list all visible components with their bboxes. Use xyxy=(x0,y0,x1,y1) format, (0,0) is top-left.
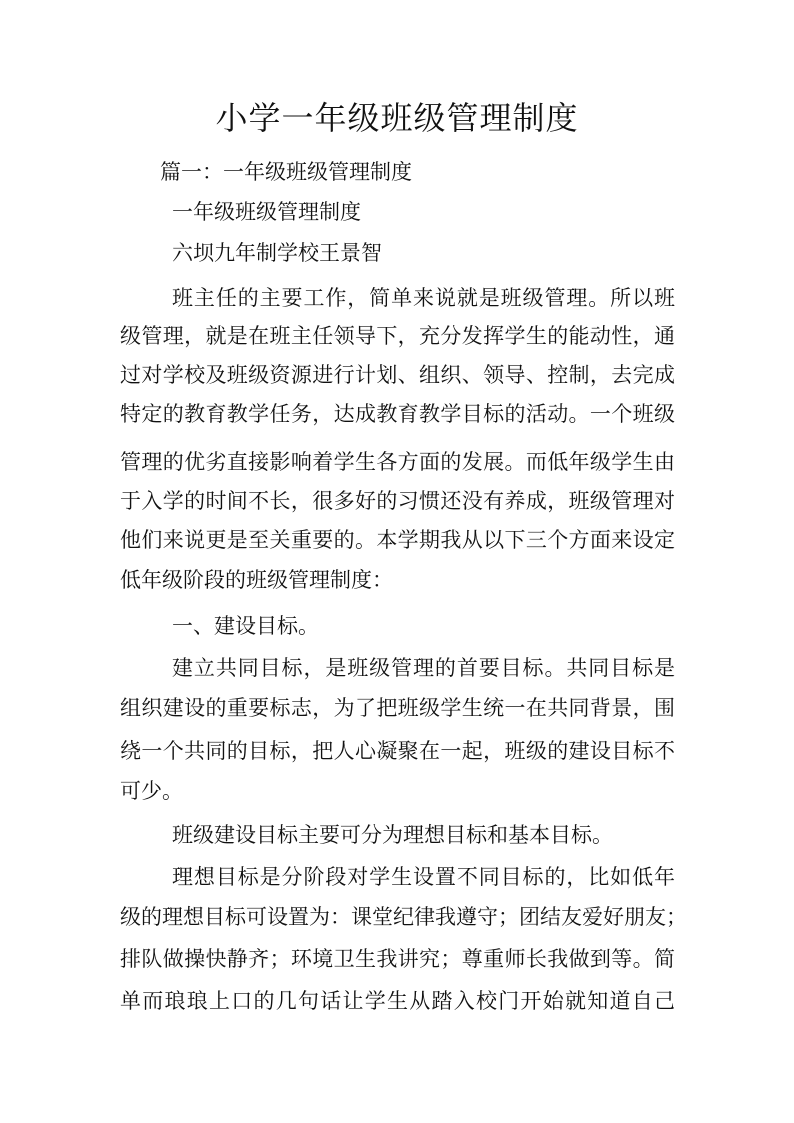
paragraph-line: 低年级阶段的班级管理制度： xyxy=(120,568,393,592)
paragraph-line: 组织建设的重要标志，为了把班级学生统一在共同背景，围 xyxy=(120,696,675,720)
paragraph-line: 于入学的时间不长，很多好的习惯还没有养成，班级管理对 xyxy=(120,489,675,513)
paragraph-line: 可少。 xyxy=(120,779,183,803)
paragraph-line: 班级建设目标主要可分为理想目标和基本目标。 xyxy=(172,823,613,847)
paragraph-line: 理想目标是分阶段对学生设置不同目标的，比如低年 xyxy=(172,865,675,889)
paragraph-line: 过对学校及班级资源进行计划、组织、领导、控制，去完成 xyxy=(120,363,675,387)
paragraph-line: 他们来说更是至关重要的。本学期我从以下三个方面来设定 xyxy=(120,528,675,552)
section-heading: 篇一：一年级班级管理制度 xyxy=(160,160,412,184)
paragraph-line: 排队做操快静齐；环境卫生我讲究；尊重师长我做到等。简 xyxy=(120,947,675,971)
paragraph-line: 特定的教育教学任务，达成教育教学目标的活动。一个班级 xyxy=(120,402,675,426)
paragraph-line: 管理的优劣直接影响着学生各方面的发展。而低年级学生由 xyxy=(120,450,675,474)
paragraph-line: 班主任的主要工作，简单来说就是班级管理。所以班 xyxy=(172,286,675,310)
section-heading-1: 一、建设目标。 xyxy=(172,614,319,638)
paragraph-line: 建立共同目标，是班级管理的首要目标。共同目标是 xyxy=(172,656,675,680)
document-title: 小学一年级班级管理制度 xyxy=(215,99,579,137)
author-line: 六坝九年制学校王景智 xyxy=(172,241,382,265)
paragraph-line: 级管理，就是在班主任领导下，充分发挥学生的能动性，通 xyxy=(120,324,675,348)
paragraph-line: 绕一个共同的目标，把人心凝聚在一起，班级的建设目标不 xyxy=(120,739,675,763)
paragraph-line: 单而琅琅上口的几句话让学生从踏入校门开始就知道自己 xyxy=(120,989,675,1013)
paragraph-line: 级的理想目标可设置为：课堂纪律我遵守；团结友爱好朋友； xyxy=(120,905,687,929)
subtitle: 一年级班级管理制度 xyxy=(172,200,361,224)
